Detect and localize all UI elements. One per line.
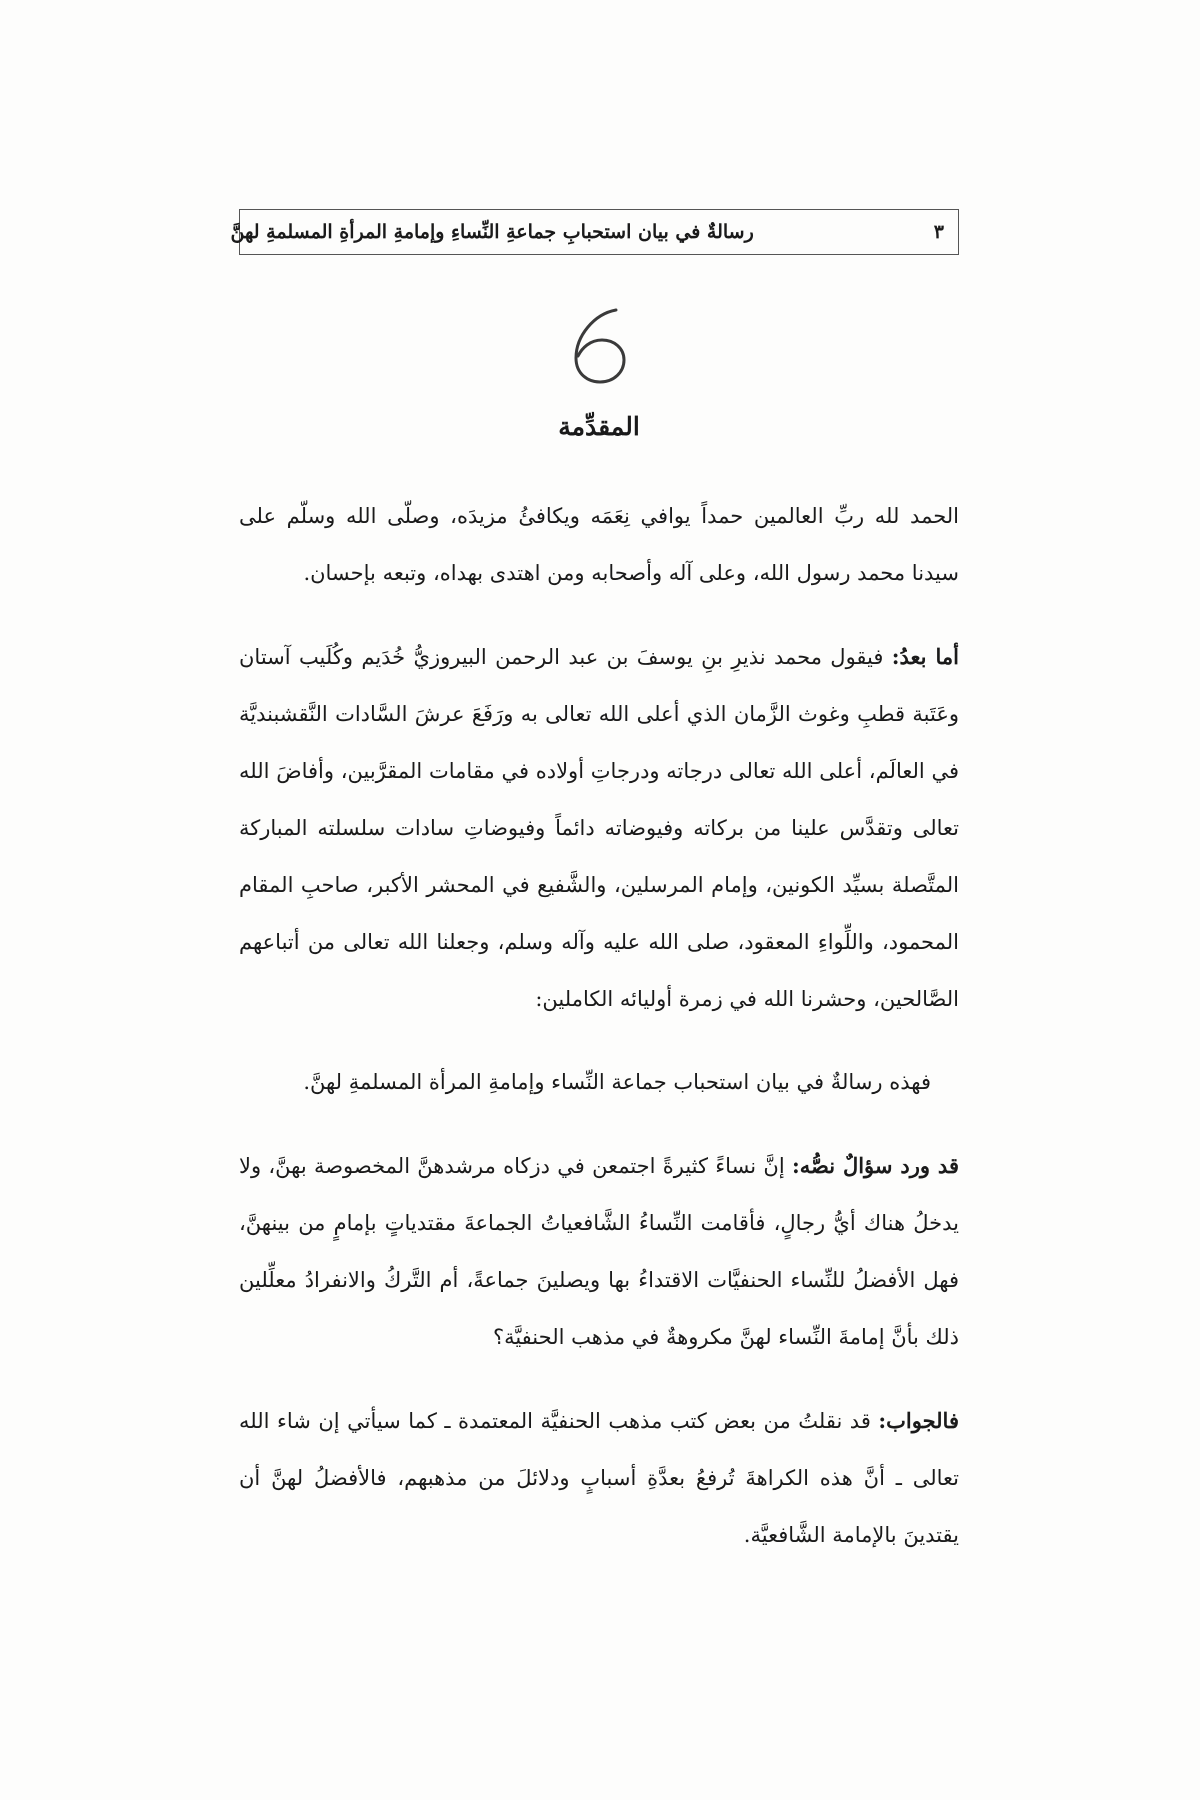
page-number: ٣: [933, 221, 944, 243]
amma-baad-lead: أما بعدُ:: [891, 644, 959, 669]
question-body: إنَّ نساءً كثيرةً اجتمعن في دزكاه مرشدهنَّ المخصوصة بهنَّ، ولا يدخلُ هناك أيُّ رجالٍ، فأقامت النِّساءُ الشَّافعياتُ الجماعةَ مقتدياتٍ بإمامٍ من بينهنَّ، فهل الأفضلُ للنِّساء الحنفيَّات الاقتداءُ بها ويصلينَ جماعةً، أم التَّركُ والانفرادُ معلِّلين ذلك بأنَّ إمامةَ النِّساء لهنَّ مكروهةٌ في مذهب الحنفيَّة؟: [239, 1154, 959, 1349]
running-header: [230, 209, 959, 255]
answer-paragraph: [239, 1392, 959, 1564]
question-paragraph: [239, 1137, 959, 1366]
amma-baad-body: فيقول محمد نذيرِ بنِ يوسفَ بن عبد الرحمن البيروزيُّ خُدَيم وكُلَيب آستان وعَتَبة قطبِ وغوث الزَّمان الذي أعلى الله تعالى به ورَفَعَ عرشَ السَّادات النَّقشبنديَّة في العالَم، أعلى الله تعالى درجاته ودرجاتِ أولاده في مقامات المقرَّبين، وأفاضَ الله تعالى وتقدَّس علينا من بركاته وفيوضاته دائماً وفيوضاتِ سادات سلسلته المباركة المتَّصلة بسيِّد الكونين، وإمام المرسلين، والشَّفيع في المحشر الأكبر، صاحبِ المقام المحمود، واللِّواءِ المعقود، صلى الله عليه وآله وسلم، وجعلنا الله تعالى من أتباعهم الصَّالحين، وحشرنا الله في زمرة أوليائه الكاملين:: [239, 645, 959, 1011]
body-text: [239, 488, 959, 1564]
intro-paragraph: الحمد لله ربِّ العالمين حمداً يوافي نِعَمَه ويكافئُ مزيدَه، وصلّى الله وسلّم على سيدنا محمد رسول الله، وعلى آله وأصحابه ومن اهتدى بهداه، وتبعه بإحسان.: [239, 504, 959, 585]
answer-lead: فالجواب:: [878, 1408, 959, 1433]
ornament-icon: [560, 300, 640, 390]
treatise-purpose-paragraph: فهذه رسالةٌ في بيان استحباب جماعة النِّساء وإمامةِ المرأة المسلمةِ لهنَّ.: [303, 1070, 931, 1094]
question-lead: قد ورد سؤالٌ نصُّه:: [791, 1153, 959, 1178]
amma-baad-paragraph: [239, 628, 959, 1028]
running-title: رسالةٌ في بيان استحبابِ جماعةِ النِّساءِ وإمامةِ المرأةِ المسلمةِ لهنَّ: [230, 221, 754, 243]
answer-body: قد نقلتُ من بعض كتب مذهب الحنفيَّة المعتمدة ـ كما سيأتي إن شاء الله تعالى ـ أنَّ هذه الكراهةَ تُرفعُ بعدَّةِ أسبابٍ ودلائلَ من مذهبهم، فالأفضلُ لهنَّ أن يقتدينَ بالإمامة الشَّافعيَّة.: [239, 1409, 959, 1547]
section-heading: المقدِّمة: [558, 412, 640, 441]
